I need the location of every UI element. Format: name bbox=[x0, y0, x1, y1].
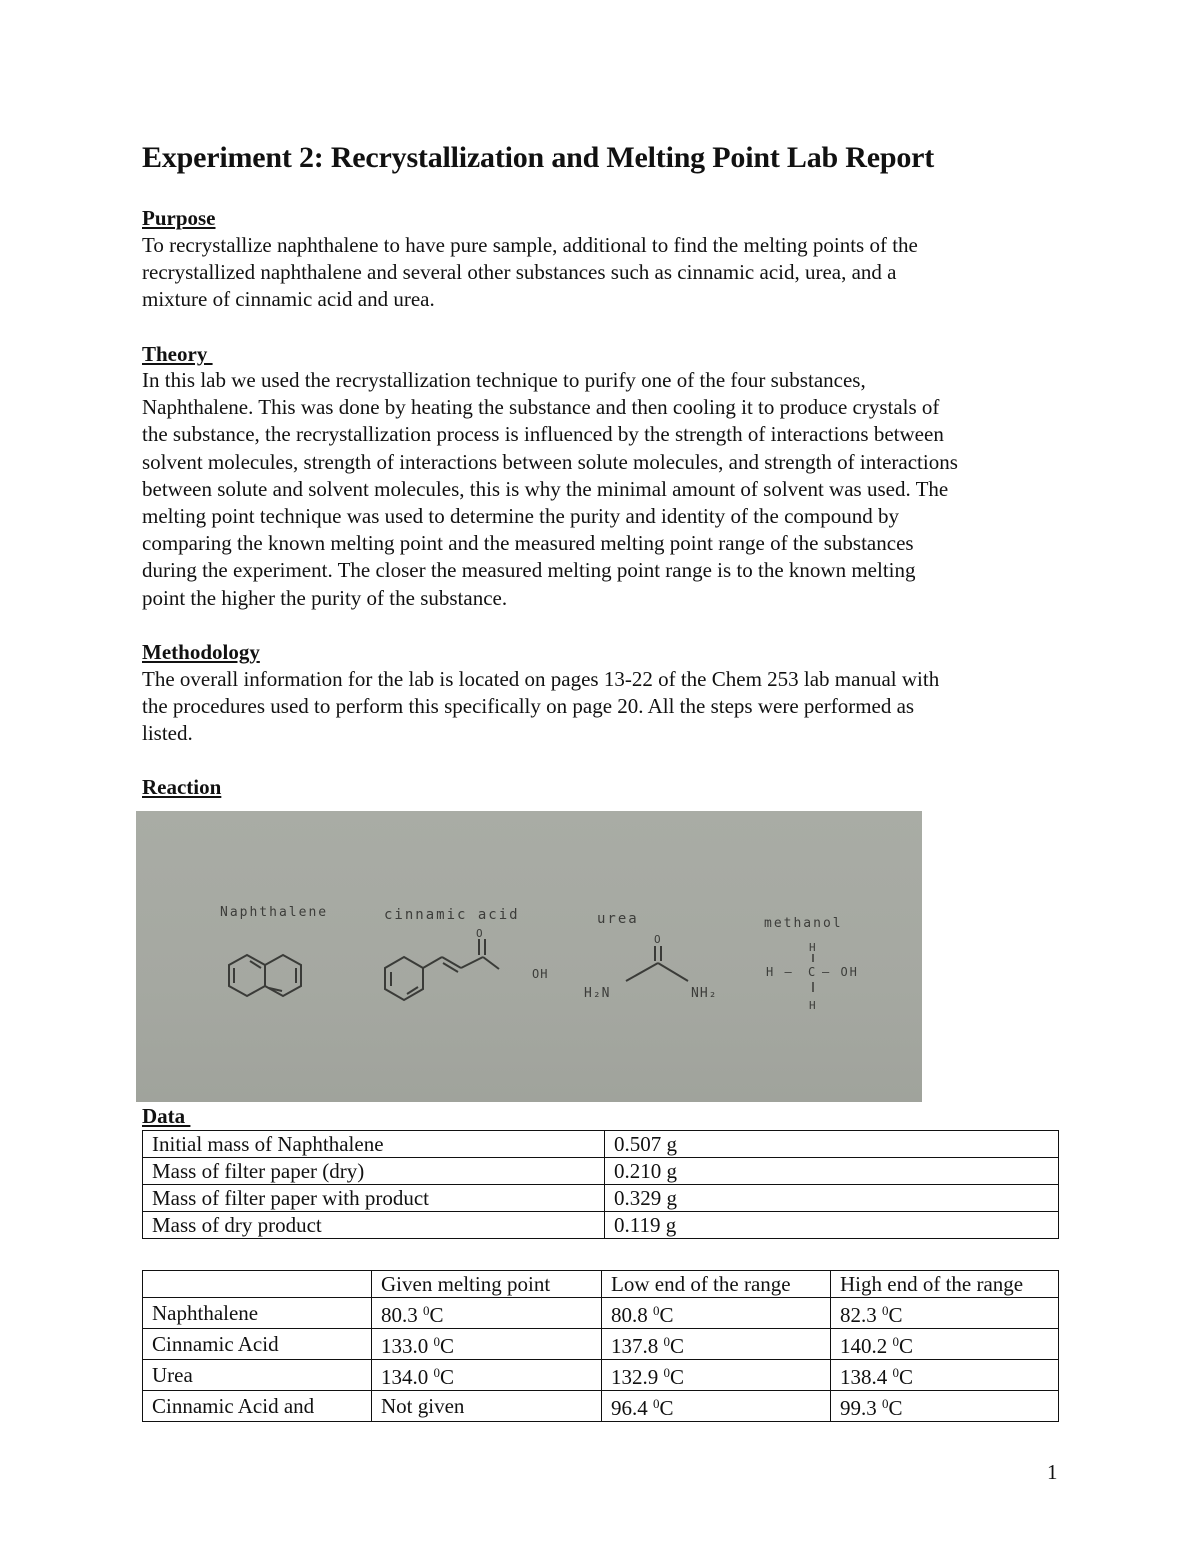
purpose-line: mixture of cinnamic acid and urea. bbox=[142, 287, 435, 312]
table-cell: Urea bbox=[143, 1360, 372, 1391]
methodology-paragraph bbox=[142, 666, 1067, 748]
table-cell bbox=[602, 1329, 831, 1360]
table-row bbox=[143, 1391, 1059, 1422]
table-row bbox=[143, 1298, 1059, 1329]
hydroxyl-label: OH bbox=[532, 967, 549, 981]
methodology-line: the procedures used to perform this specifically on page 20. All the steps were performed as bbox=[142, 694, 915, 719]
degree-mark: 0 bbox=[892, 1365, 899, 1380]
table-header-cell: Low end of the range bbox=[602, 1271, 831, 1298]
methodology-line: The overall information for the lab is located on pages 13-22 of the Chem 253 lab manual with bbox=[142, 667, 940, 691]
table-row bbox=[143, 1131, 1059, 1158]
temp-value: 138.4 bbox=[840, 1365, 893, 1389]
table-header-cell bbox=[143, 1271, 372, 1298]
purpose-paragraph bbox=[142, 232, 1067, 314]
page-number: 1 bbox=[1047, 1460, 1058, 1484]
table-cell: Mass of filter paper (dry) bbox=[143, 1158, 605, 1185]
temp-value: 82.3 bbox=[840, 1303, 882, 1327]
urea-structure bbox=[626, 946, 688, 981]
table-cell bbox=[372, 1298, 602, 1329]
temp-value: 99.3 bbox=[840, 1396, 882, 1420]
structures-drawing bbox=[136, 811, 922, 1102]
table-cell bbox=[602, 1360, 831, 1391]
methanol-h-bottom: H bbox=[809, 999, 816, 1012]
unit: C bbox=[659, 1303, 674, 1327]
methodology-line: listed. bbox=[142, 721, 193, 746]
table-cell: 0.210 g bbox=[605, 1158, 1059, 1185]
table-row bbox=[143, 1212, 1059, 1239]
degree-mark: 0 bbox=[653, 1303, 660, 1318]
theory-line: Naphthalene. This was done by heating the substance and then cooling it to produce crystals of bbox=[142, 395, 940, 420]
temp-value: 132.9 bbox=[611, 1365, 664, 1389]
mass-table bbox=[142, 1130, 1059, 1239]
table-cell: Cinnamic Acid bbox=[143, 1329, 372, 1360]
temp-value: 133.0 bbox=[381, 1334, 434, 1358]
unit: C bbox=[899, 1334, 914, 1358]
theory-line: the substance, the recrystallization process is influenced by the strength of interactions between bbox=[142, 422, 944, 447]
theory-line: In this lab we used the recrystallization technique to purify one of the four substances, bbox=[142, 368, 866, 392]
theory-line: between solute and solvent molecules, this is why the minimal amount of solvent was used. The bbox=[142, 476, 949, 501]
temp-value: 134.0 bbox=[381, 1365, 434, 1389]
unit: C bbox=[429, 1303, 444, 1327]
table-cell bbox=[831, 1329, 1059, 1360]
methanol-h-left: H – bbox=[766, 965, 794, 979]
table-cell: Not given bbox=[372, 1391, 602, 1422]
urea-label: urea bbox=[597, 911, 639, 927]
data-heading: Data bbox=[142, 1104, 191, 1128]
table-row bbox=[143, 1185, 1059, 1212]
table-row bbox=[143, 1360, 1059, 1391]
methanol-oh: – OH bbox=[822, 965, 859, 979]
table-cell bbox=[602, 1391, 831, 1422]
theory-paragraph bbox=[142, 367, 1067, 612]
degree-mark: 0 bbox=[653, 1396, 660, 1411]
degree-mark: 0 bbox=[882, 1396, 889, 1411]
degree-mark: 0 bbox=[663, 1334, 670, 1349]
table-cell bbox=[372, 1360, 602, 1391]
methanol-c: C bbox=[808, 965, 816, 979]
reaction-structures-photo bbox=[136, 811, 922, 1102]
table-cell: Initial mass of Naphthalene bbox=[143, 1131, 605, 1158]
theory-heading: Theory bbox=[142, 342, 213, 366]
table-cell: Mass of filter paper with product bbox=[143, 1185, 605, 1212]
table-cell: 0.329 g bbox=[605, 1185, 1059, 1212]
methanol-h-top: H bbox=[809, 941, 816, 954]
table-header-cell: Given melting point bbox=[372, 1271, 602, 1298]
table-cell bbox=[831, 1391, 1059, 1422]
unit: C bbox=[888, 1303, 903, 1327]
degree-mark: 0 bbox=[433, 1365, 440, 1380]
theory-line: point the higher the purity of the substance. bbox=[142, 585, 508, 610]
temp-value: 140.2 bbox=[840, 1334, 893, 1358]
temp-value: 80.8 bbox=[611, 1303, 653, 1327]
nh2-label: NH₂ bbox=[691, 986, 718, 1001]
table-row bbox=[143, 1329, 1059, 1360]
urea-o-label: O bbox=[654, 933, 661, 946]
table-header-cell: High end of the range bbox=[831, 1271, 1059, 1298]
theory-line: during the experiment. The closer the measured melting point range is to the known melting bbox=[142, 558, 916, 583]
theory-line: solvent molecules, strength of interactions between solute molecules, and strength of interactions bbox=[142, 449, 958, 474]
table-cell: 0.119 g bbox=[605, 1212, 1059, 1239]
methanol-label: methanol bbox=[764, 916, 843, 931]
temp-value: 80.3 bbox=[381, 1303, 423, 1327]
naphthalene-label: Naphthalene bbox=[220, 905, 329, 920]
melting-point-table bbox=[142, 1270, 1059, 1422]
methodology-heading: Methodology bbox=[142, 640, 260, 664]
carbonyl-o-label: O bbox=[476, 927, 483, 940]
unit: C bbox=[670, 1365, 685, 1389]
table-cell bbox=[831, 1360, 1059, 1391]
cinnamic-acid-structure bbox=[385, 939, 499, 1000]
degree-mark: 0 bbox=[892, 1334, 899, 1349]
unit: C bbox=[440, 1334, 455, 1358]
table-cell: 0.507 g bbox=[605, 1131, 1059, 1158]
unit: C bbox=[670, 1334, 685, 1358]
unit: C bbox=[899, 1365, 914, 1389]
degree-mark: 0 bbox=[433, 1334, 440, 1349]
table-cell: Mass of dry product bbox=[143, 1212, 605, 1239]
table-cell bbox=[602, 1298, 831, 1329]
table-cell bbox=[372, 1329, 602, 1360]
temp-value: 137.8 bbox=[611, 1334, 664, 1358]
unit: C bbox=[440, 1365, 455, 1389]
table-cell: Naphthalene bbox=[143, 1298, 372, 1329]
purpose-line: To recrystallize naphthalene to have pure sample, additional to find the melting points of the bbox=[142, 233, 918, 257]
table-cell bbox=[831, 1298, 1059, 1329]
theory-line: melting point technique was used to determine the purity and identity of the compound by bbox=[142, 504, 900, 529]
degree-mark: 0 bbox=[423, 1303, 430, 1318]
table-cell: Cinnamic Acid and bbox=[143, 1391, 372, 1422]
reaction-heading: Reaction bbox=[142, 775, 222, 799]
report-title: Experiment 2: Recrystallization and Melting Point Lab Report bbox=[142, 141, 935, 174]
theory-line: comparing the known melting point and the measured melting point range of the substances bbox=[142, 531, 914, 556]
degree-mark: 0 bbox=[882, 1303, 889, 1318]
unit: C bbox=[659, 1396, 674, 1420]
cinnamic-acid-label: cinnamic acid bbox=[384, 907, 520, 923]
temp-value: 96.4 bbox=[611, 1396, 653, 1420]
naphthalene-structure bbox=[229, 955, 301, 996]
degree-mark: 0 bbox=[663, 1365, 670, 1380]
purpose-heading: Purpose bbox=[142, 206, 216, 230]
table-row bbox=[143, 1158, 1059, 1185]
table-header-row bbox=[143, 1271, 1059, 1298]
purpose-line: recrystallized naphthalene and several other substances such as cinnamic acid, urea, and a bbox=[142, 260, 897, 285]
h2n-label: H₂N bbox=[584, 986, 611, 1001]
unit: C bbox=[888, 1396, 903, 1420]
